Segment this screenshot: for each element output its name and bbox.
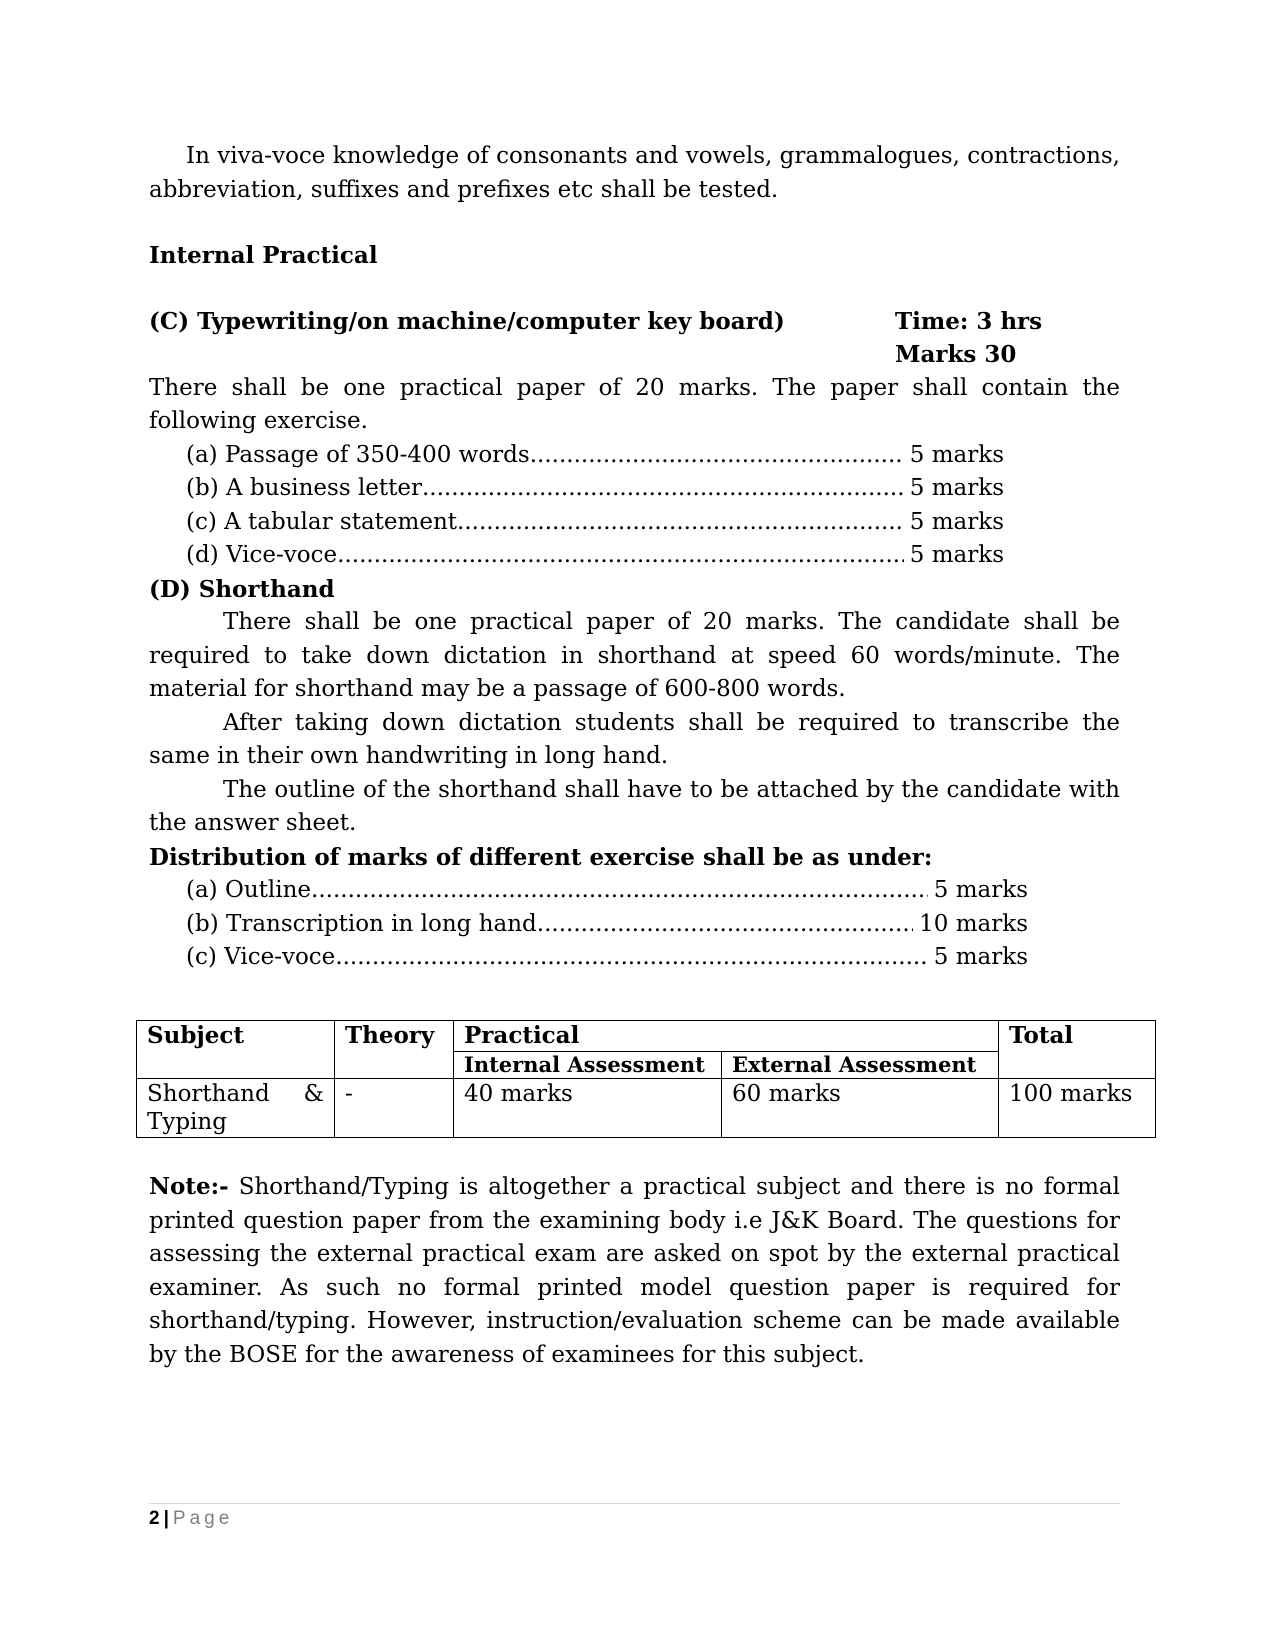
cell-external: 60 marks: [722, 1079, 999, 1138]
item-label: (a) Outline: [186, 877, 312, 903]
internal-practical-heading: Internal Practical: [149, 242, 378, 269]
section-c-time: Time: 3 hrs: [895, 307, 1043, 335]
leader-dots: [537, 908, 913, 942]
header-internal-assessment: Internal Assessment: [454, 1052, 722, 1079]
list-item: [186, 941, 1028, 975]
leader-dots: [311, 874, 928, 908]
header-theory: Theory: [335, 1021, 454, 1079]
header-practical: Practical: [454, 1021, 999, 1052]
leader-dots: [530, 439, 904, 473]
section-c-description: There shall be one practical paper of 20 marks. The paper shall contain the following exercise.: [149, 374, 1120, 434]
leader-dots: [422, 472, 904, 506]
item-label: (d) Vice-voce: [186, 542, 338, 568]
section-c-item-list: [149, 439, 1120, 573]
header-total: Total: [999, 1021, 1156, 1079]
item-label: (b) Transcription in long hand: [186, 910, 537, 937]
leader-dots: [457, 506, 904, 540]
note-paragraph: [149, 1170, 1120, 1372]
list-item: [186, 472, 1004, 506]
list-item: [186, 506, 1004, 540]
list-item: [186, 874, 1028, 908]
document-body: [149, 140, 1120, 975]
section-c-heading: [149, 305, 1120, 372]
marks-table: [136, 1020, 1156, 1138]
list-item: [186, 439, 1004, 473]
page-footer: [149, 1508, 233, 1530]
item-marks: 10 marks: [919, 910, 1028, 937]
item-marks: 5 marks: [909, 475, 1004, 501]
section-d-title: (D) Shorthand: [149, 575, 335, 603]
item-label: (c) A tabular statement: [186, 508, 458, 535]
item-marks: 5 marks: [909, 508, 1004, 535]
list-item: [186, 908, 1028, 942]
header-external-assessment: External Assessment: [722, 1052, 999, 1079]
item-label: (b) A business letter: [186, 475, 422, 501]
note-text: Shorthand/Typing is altogether a practical subject and there is no formal printed question paper from the examining body i.e J&K Board. The questions for assessing the external practical exam are asked on spot by the external practical examiner. As such no formal printed model question paper is required for shorthand/typing. However, instruction/evaluation scheme can be made available by the BOSE for the awareness of examinees for this subject.: [149, 1174, 1120, 1368]
section-c-marks: Marks 30: [895, 341, 1017, 368]
section-d-paragraph-2: After taking down dictation students shall be required to transcribe the same in their own handwriting in long hand.: [149, 709, 1120, 769]
table-header-row: [137, 1021, 1156, 1052]
item-label: (a) Passage of 350-400 words: [186, 441, 530, 468]
cell-total: 100 marks: [999, 1079, 1156, 1138]
note-label: Note:-: [149, 1173, 229, 1200]
section-d-item-list: [149, 874, 1120, 975]
table-row: [137, 1079, 1156, 1138]
cell-subject: Shorthand & Typing: [137, 1079, 335, 1138]
page-number: 2: [149, 1508, 160, 1529]
item-marks: 5 marks: [909, 441, 1004, 468]
section-c-title: (C) Typewriting/on machine/computer key board): [149, 307, 785, 335]
section-d-paragraph-1: There shall be one practical paper of 20 marks. The candidate shall be required to take down dictation in shorthand at speed 60 words/minute. The material for shorthand may be a passage of 600-800 words.: [149, 609, 1120, 702]
cell-internal: 40 marks: [454, 1079, 722, 1138]
page-label: Page: [172, 1508, 234, 1529]
header-subject: Subject: [137, 1021, 335, 1079]
item-marks: 5 marks: [909, 542, 1004, 568]
list-item: [186, 539, 1004, 573]
leader-dots: [337, 539, 904, 573]
item-marks: 5 marks: [933, 944, 1028, 970]
section-c-meta: [895, 305, 1042, 372]
distribution-heading: Distribution of marks of different exercise shall be as under:: [149, 843, 933, 871]
leader-dots: [335, 941, 927, 975]
item-marks: 5 marks: [933, 877, 1028, 903]
section-d-paragraph-3: The outline of the shorthand shall have to be attached by the candidate with the answer sheet.: [149, 776, 1120, 836]
footer-separator: |: [163, 1508, 169, 1529]
intro-paragraph: In viva-voce knowledge of consonants and vowels, grammalogues, contractions, abbreviation, suffixes and prefixes etc shall be tested.: [149, 143, 1120, 203]
item-label: (c) Vice-voce: [186, 944, 336, 970]
cell-theory: -: [335, 1079, 454, 1138]
footer-divider: [149, 1503, 1120, 1504]
